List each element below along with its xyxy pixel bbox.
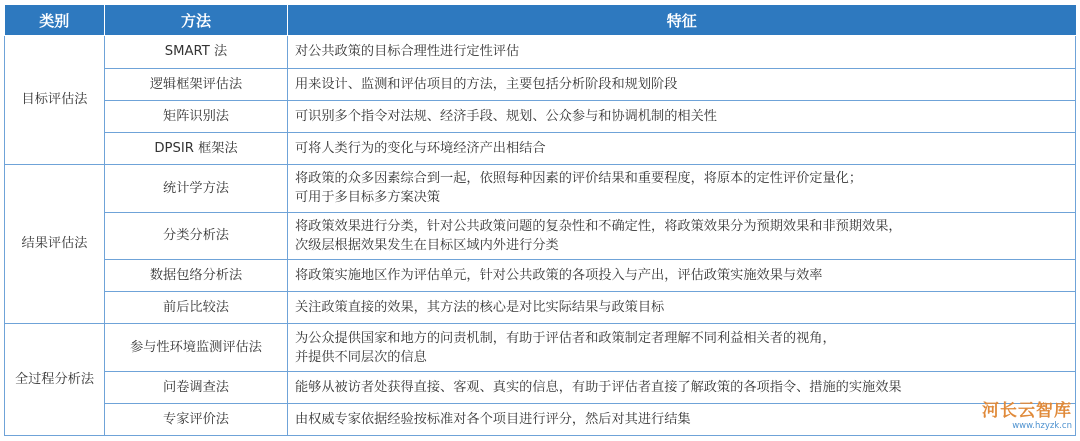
feature-cell: 将政策实施地区作为评估单元，针对公共政策的各项投入与产出，评估政策实施效果与效率 — [288, 260, 1076, 292]
table-row — [5, 324, 1076, 372]
table-row — [5, 260, 1076, 292]
feature-cell: 对公共政策的目标合理性进行定性评估 — [288, 36, 1076, 69]
category-cell: 结果评估法 — [5, 164, 105, 324]
method-cell: 数据包络分析法 — [105, 260, 288, 292]
header-row — [5, 5, 1076, 36]
table-row — [5, 212, 1076, 260]
feature-cell: 可将人类行为的变化与环境经济产出相结合 — [288, 132, 1076, 164]
method-cell: 统计学方法 — [105, 164, 288, 212]
table-row — [5, 372, 1076, 404]
header-method: 方法 — [105, 5, 288, 36]
table-row — [5, 132, 1076, 164]
method-cell: 专家评价法 — [105, 403, 288, 435]
feature-cell: 将政策的众多因素综合到一起，依照每种因素的评价结果和重要程度，将原本的定性评价定量化； 可用于多目标多方案决策 — [288, 164, 1076, 212]
feature-cell: 由权威专家依据经验按标准对各个项目进行评分，然后对其进行结集 — [288, 403, 1076, 435]
header-category: 类别 — [5, 5, 105, 36]
method-cell: DPSIR 框架法 — [105, 132, 288, 164]
method-cell: 问卷调查法 — [105, 372, 288, 404]
feature-cell: 可识别多个指令对法规、经济手段、规划、公众参与和协调机制的相关性 — [288, 100, 1076, 132]
watermark-url: www.hzyzk.cn — [1012, 421, 1072, 431]
header-feature: 特征 — [288, 5, 1076, 36]
table-row — [5, 36, 1076, 69]
method-cell: 分类分析法 — [105, 212, 288, 260]
method-cell: 逻辑框架评估法 — [105, 68, 288, 100]
method-cell: 参与性环境监测评估法 — [105, 324, 288, 372]
category-cell: 目标评估法 — [5, 36, 105, 165]
feature-cell: 为公众提供国家和地方的问责机制，有助于评估者和政策制定者理解不同利益相关者的视角， 并提供不同层次的信息 — [288, 324, 1076, 372]
table-row — [5, 292, 1076, 324]
feature-cell: 将政策效果进行分类，针对公共政策问题的复杂性和不确定性，将政策效果分为预期效果和非预期效果， 次级层根据效果发生在目标区域内外进行分类 — [288, 212, 1076, 260]
category-cell: 全过程分析法 — [5, 324, 105, 436]
table-row — [5, 403, 1076, 435]
method-cell: SMART 法 — [105, 36, 288, 69]
table-row — [5, 164, 1076, 212]
table-row — [5, 68, 1076, 100]
method-cell: 矩阵识别法 — [105, 100, 288, 132]
feature-cell: 用来设计、监测和评估项目的方法，主要包括分析阶段和规划阶段 — [288, 68, 1076, 100]
feature-cell: 能够从被访者处获得直接、客观、真实的信息，有助于评估者直接了解政策的各项指令、措施的实施效果 — [288, 372, 1076, 404]
policy-evaluation-table — [4, 5, 1076, 436]
feature-cell: 关注政策直接的效果，其方法的核心是对比实际结果与政策目标 — [288, 292, 1076, 324]
method-cell: 前后比较法 — [105, 292, 288, 324]
watermark-name: 河长云智库 — [982, 401, 1072, 421]
table-row — [5, 100, 1076, 132]
